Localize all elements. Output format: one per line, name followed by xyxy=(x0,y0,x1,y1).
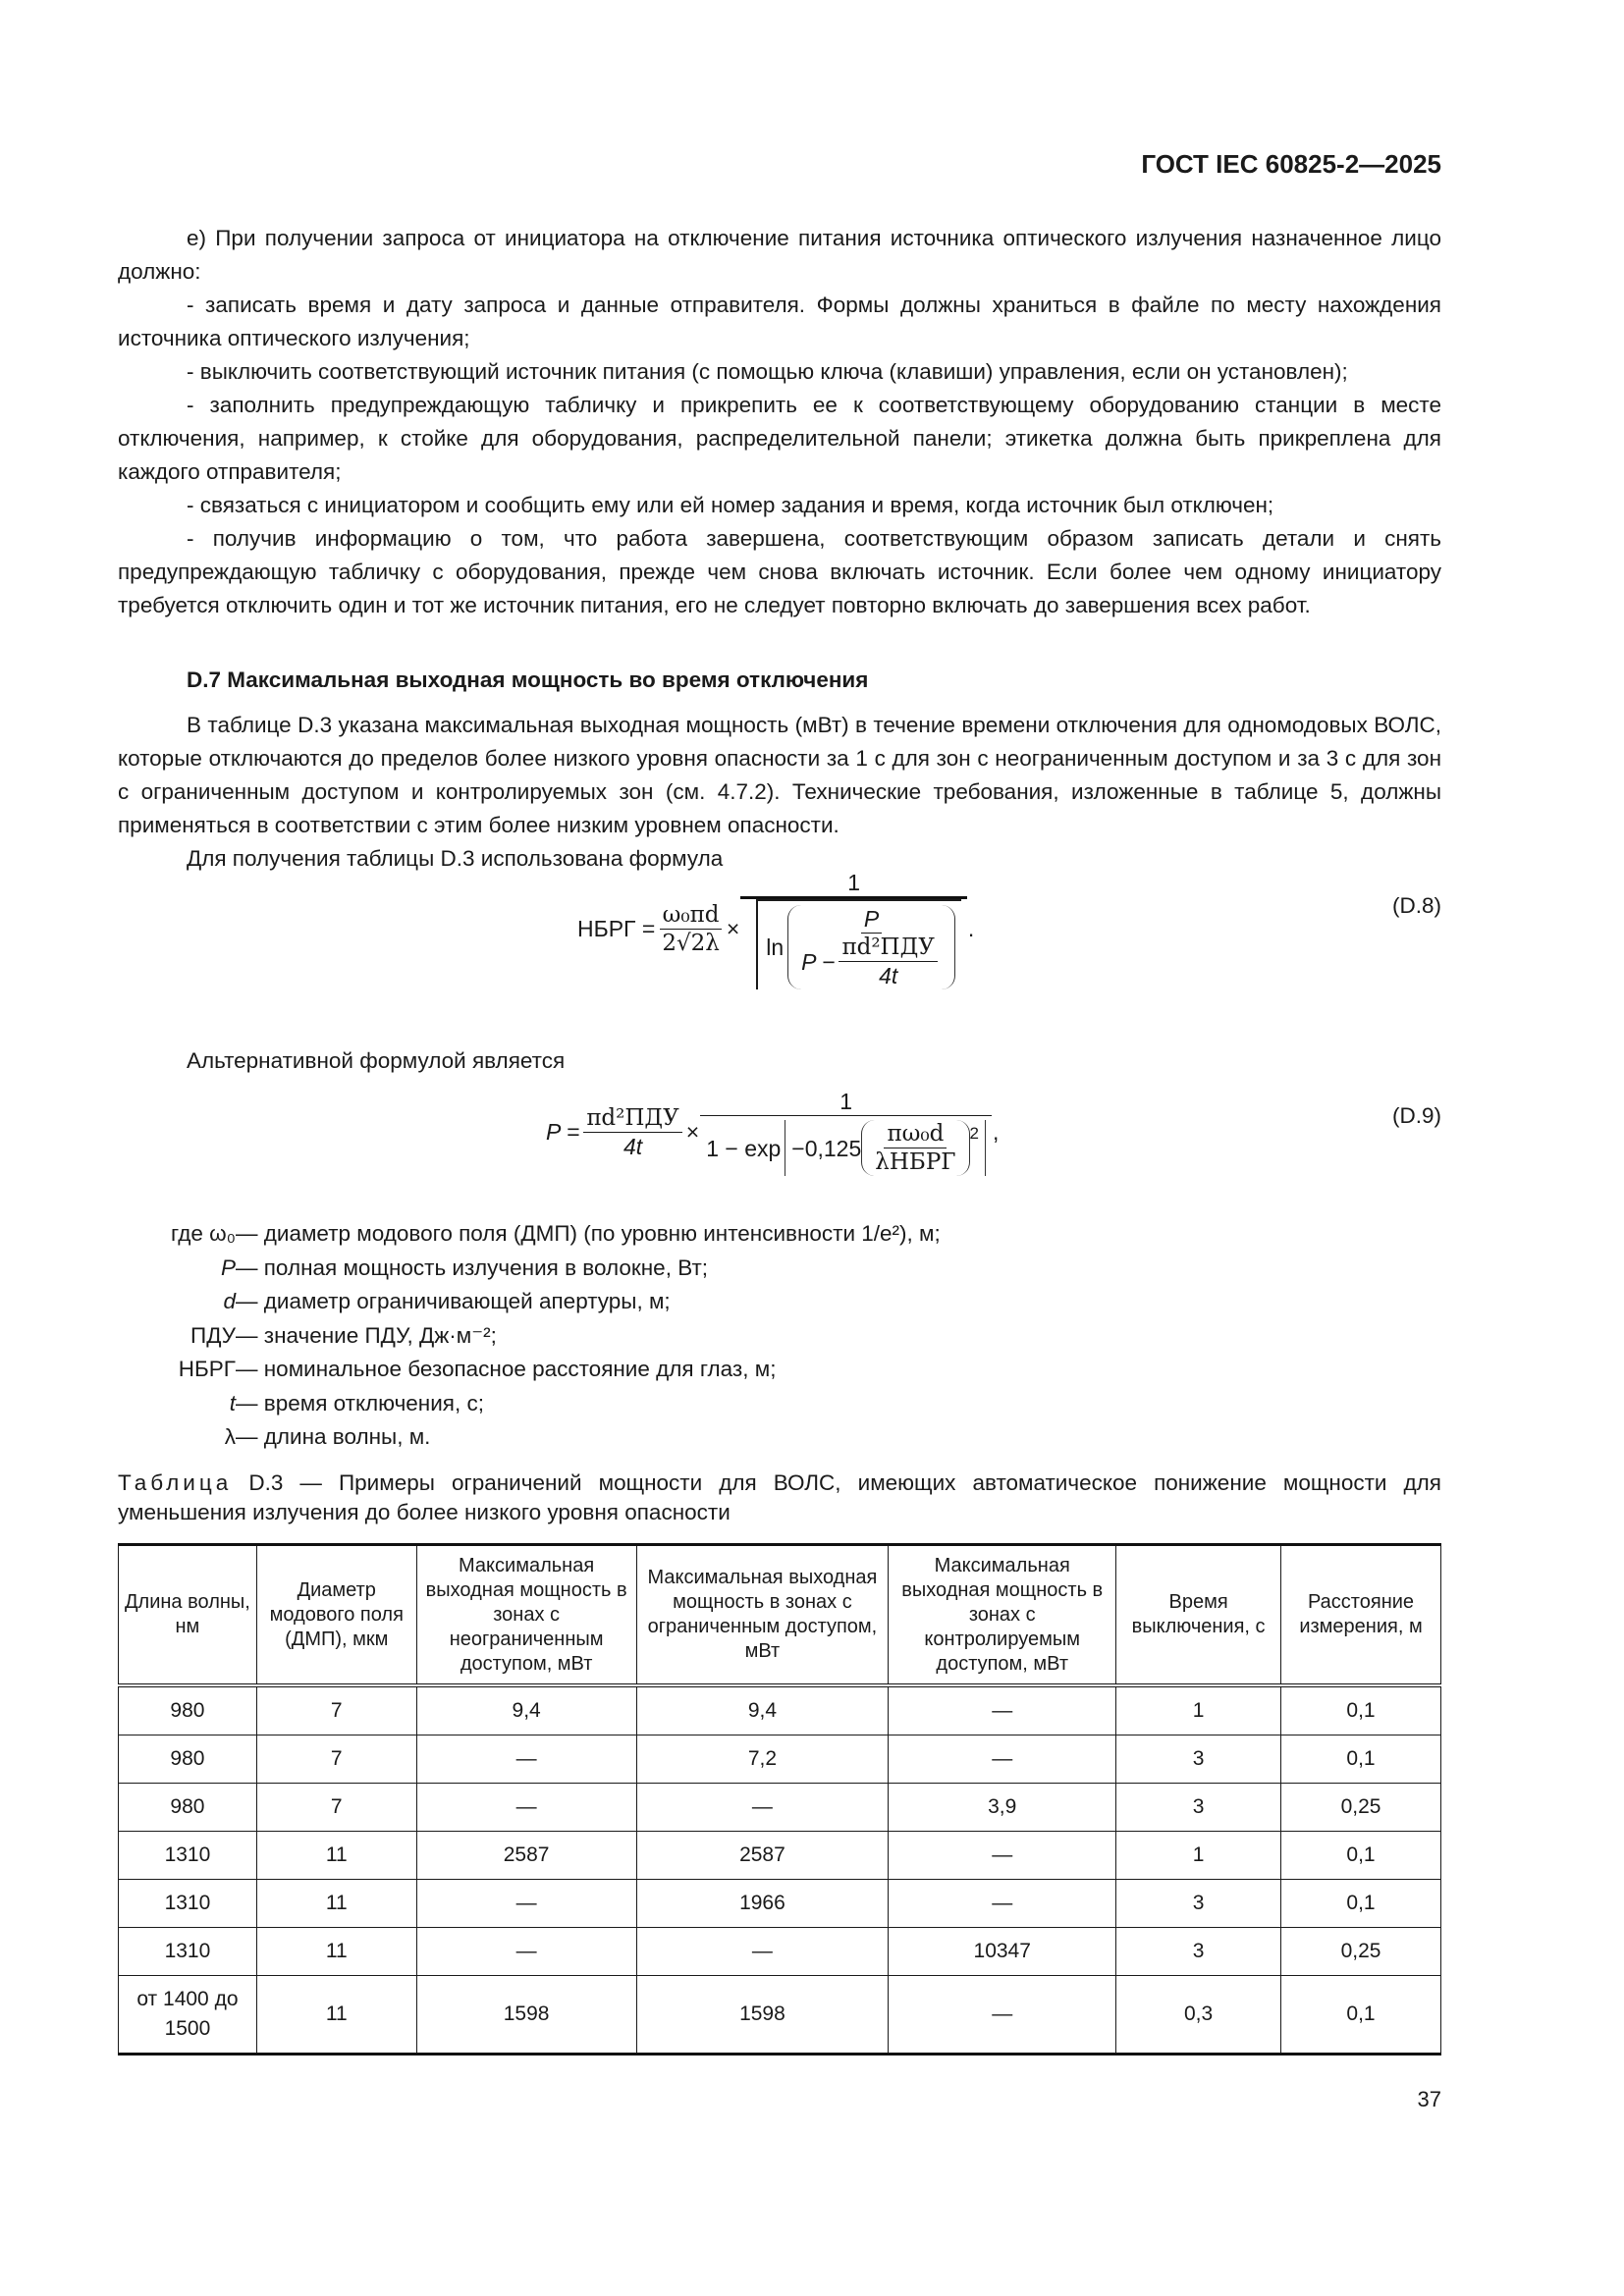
table-cell: 7 xyxy=(256,1784,416,1832)
column-header: Время выключения, с xyxy=(1116,1545,1281,1686)
column-header: Максимальная выходная мощность в зонах с ограниченным доступом, мВт xyxy=(636,1545,889,1686)
table-cell: 0,1 xyxy=(1281,1735,1441,1784)
list-item: - связаться с инициатором и сообщить ему или ей номер задания и время, когда источник был отключен; xyxy=(187,493,1274,517)
equation-number: (D.8) xyxy=(1392,893,1441,918)
table-cell: 0,25 xyxy=(1281,1784,1441,1832)
table-cell: 7 xyxy=(256,1685,416,1735)
denominator: 2√2λ xyxy=(662,931,720,956)
symbol: ПДУ xyxy=(190,1322,236,1348)
page-number: 37 xyxy=(1417,2087,1441,2111)
table-cell: 9,4 xyxy=(636,1685,889,1735)
definition: — диаметр модового поля (ДМП) (по уровню интенсивности 1/e²), м; xyxy=(236,1221,941,1246)
definition: — значение ПДУ, Дж·м⁻²; xyxy=(236,1322,497,1348)
table-cell: 11 xyxy=(256,1976,416,2055)
symbol: λ xyxy=(224,1424,236,1449)
numerator: ω₀πd xyxy=(660,901,723,930)
table-cell: 3 xyxy=(1116,1880,1281,1928)
table-cell: 1598 xyxy=(636,1976,889,2055)
table-cell: 3 xyxy=(1116,1784,1281,1832)
legend-row xyxy=(118,1353,1001,1387)
denominator: 4t xyxy=(879,963,898,988)
table-cell: — xyxy=(889,1880,1116,1928)
table-cell: 9,4 xyxy=(416,1685,636,1735)
table-cell: 1598 xyxy=(416,1976,636,2055)
table-cell: 0,1 xyxy=(1281,1880,1441,1928)
table-row xyxy=(119,1928,1441,1976)
paragraph: е) При получении запроса от инициатора на отключение питания источника оптического излучения назначенное лицо должно: xyxy=(118,226,1441,284)
section-heading: D.7 Максимальная выходная мощность во время отключения xyxy=(187,667,869,692)
numerator: πd²ПДУ xyxy=(839,934,937,962)
table-cell: от 1400 до 1500 xyxy=(119,1976,257,2055)
table-cell: 0,1 xyxy=(1281,1685,1441,1735)
table-cell: — xyxy=(416,1735,636,1784)
table-row xyxy=(119,1976,1441,2055)
legend-row xyxy=(118,1420,1001,1455)
caption-label: Таблица xyxy=(118,1470,233,1495)
table-cell: 980 xyxy=(119,1784,257,1832)
paragraph: Для получения таблицы D.3 использована формула xyxy=(187,846,724,871)
table-cell: — xyxy=(416,1784,636,1832)
table-cell: 1 xyxy=(1116,1832,1281,1880)
symbol: t xyxy=(229,1390,236,1415)
table-cell: 0,25 xyxy=(1281,1928,1441,1976)
numerator: 1 xyxy=(740,869,967,899)
power-limits-table xyxy=(118,1543,1441,2056)
formula-d8 xyxy=(577,869,974,989)
section-e xyxy=(118,222,1441,622)
table-caption xyxy=(118,1468,1441,1527)
table-cell: — xyxy=(889,1685,1116,1735)
table-cell: — xyxy=(889,1832,1116,1880)
table-cell: — xyxy=(416,1880,636,1928)
column-header: Максимальная выходная мощность в зонах с контролируемым доступом, мВт xyxy=(889,1545,1116,1686)
header-row xyxy=(119,1545,1441,1686)
column-header: Расстояние измерения, м xyxy=(1281,1545,1441,1686)
table-row xyxy=(119,1685,1441,1735)
table-cell: — xyxy=(416,1928,636,1976)
table-cell: 1 xyxy=(1116,1685,1281,1735)
comma: , xyxy=(993,1118,1000,1145)
coefficient: −0,125 xyxy=(791,1135,862,1161)
symbol: НБРГ xyxy=(178,1357,236,1381)
document-id: ГОСТ IEC 60825-2—2025 xyxy=(1141,149,1441,179)
table-cell: 1966 xyxy=(636,1880,889,1928)
table-cell: — xyxy=(889,1735,1116,1784)
table-cell: 0,3 xyxy=(1116,1976,1281,2055)
table-cell: 3,9 xyxy=(889,1784,1116,1832)
table-row xyxy=(119,1832,1441,1880)
table-cell: — xyxy=(889,1976,1116,2055)
caption-text: D.3 — Примеры ограничений мощности для ВОЛС, имеющих автоматическое понижение мощности для уменьшения излучения до более низкого уровня опасности xyxy=(118,1470,1441,1524)
table-cell: 1310 xyxy=(119,1880,257,1928)
table-cell: 2587 xyxy=(416,1832,636,1880)
table-row xyxy=(119,1735,1441,1784)
paragraph: В таблице D.3 указана максимальная выходная мощность (мВт) в течение времени отключения для одномодовых ВОЛС, которые отключаются до пределов более низкого уровня опасности за 1 с для зон с неограниченным доступом и за 3 с для зон с ограниченным доступом и контролируемых зон (см. 4.7.2). Технические требования, изложенные в таблице 5, должны применяться в соответствии с этим более низким уровнем опасности. xyxy=(118,713,1441,837)
symbol: где ω₀ xyxy=(171,1221,236,1246)
ln: ln xyxy=(766,934,785,960)
table-row xyxy=(119,1880,1441,1928)
definition: — диаметр ограничивающей апертуры, м; xyxy=(236,1289,671,1313)
numerator: πd²ПДУ xyxy=(583,1104,681,1133)
exponent: 2 xyxy=(969,1124,979,1143)
table-cell: 2587 xyxy=(636,1832,889,1880)
p-minus: P − xyxy=(801,948,836,975)
column-header: Длина волны, нм xyxy=(119,1545,257,1686)
times-sign: × xyxy=(685,1118,700,1145)
times-sign: × xyxy=(726,916,740,941)
table-cell: 3 xyxy=(1116,1735,1281,1784)
symbol-legend xyxy=(118,1217,1001,1455)
equation-number: (D.9) xyxy=(1392,1103,1441,1128)
legend-row xyxy=(118,1285,1001,1319)
formula-d9 xyxy=(546,1088,999,1176)
table-cell: 980 xyxy=(119,1685,257,1735)
formula-lhs: P = xyxy=(546,1118,580,1145)
numerator: P xyxy=(861,905,882,934)
definition: — полная мощность излучения в волокне, Вт; xyxy=(236,1255,709,1280)
table-cell: 3 xyxy=(1116,1928,1281,1976)
denominator: 4t xyxy=(623,1133,643,1159)
period: . xyxy=(967,916,975,941)
table-cell: 11 xyxy=(256,1928,416,1976)
table-cell: 7,2 xyxy=(636,1735,889,1784)
table-cell: 0,1 xyxy=(1281,1976,1441,2055)
symbol: d xyxy=(223,1289,236,1313)
legend-row xyxy=(118,1387,1001,1421)
legend-row xyxy=(118,1252,1001,1286)
table-cell: 11 xyxy=(256,1832,416,1880)
numerator: 1 xyxy=(700,1088,992,1116)
formula-lhs: НБРГ = xyxy=(577,916,656,941)
table-cell: — xyxy=(636,1784,889,1832)
column-header: Диаметр модового поля (ДМП), мкм xyxy=(256,1545,416,1686)
column-header: Максимальная выходная мощность в зонах с неограниченным доступом, мВт xyxy=(416,1545,636,1686)
legend-row xyxy=(118,1217,1001,1252)
legend-row xyxy=(118,1319,1001,1354)
definition: — длина волны, м. xyxy=(236,1424,431,1449)
table-cell: 1310 xyxy=(119,1928,257,1976)
table-cell: 7 xyxy=(256,1735,416,1784)
table-cell: 980 xyxy=(119,1735,257,1784)
list-item: - заполнить предупреждающую табличку и прикрепить ее к соответствующему оборудованию станции в месте отключения, например, к стойке для оборудования, распределительной панели; этикетка должна быть прикреплена для каждого отправителя; xyxy=(118,393,1441,484)
table-cell: 10347 xyxy=(889,1928,1116,1976)
paragraph: Альтернативной формулой является xyxy=(187,1048,566,1073)
definition: — номинальное безопасное расстояние для глаз, м; xyxy=(236,1357,777,1381)
list-item: - выключить соответствующий источник питания (с помощью ключа (клавиши) управления, если он установлен); xyxy=(187,359,1348,384)
list-item: - получив информацию о том, что работа завершена, соответствующим образом записать детали и снять предупреждающую табличку с оборудования, прежде чем снова включать источник. Если более чем одному инициатору требуется отключить один и тот же источник питания, его не следует повторно включать до завершения всех работ. xyxy=(118,526,1441,617)
table-row xyxy=(119,1784,1441,1832)
exp: 1 − exp xyxy=(706,1135,782,1161)
symbol: P xyxy=(220,1255,236,1280)
list-item: - записать время и дату запроса и данные отправителя. Формы должны храниться в файле по месту нахождения источника оптического излучения; xyxy=(118,293,1441,350)
denominator: λНБРГ xyxy=(875,1149,956,1175)
table-cell: 11 xyxy=(256,1880,416,1928)
table-cell: — xyxy=(636,1928,889,1976)
numerator: πω₀d xyxy=(884,1120,947,1148)
definition: — время отключения, с; xyxy=(236,1390,484,1415)
table-cell: 0,1 xyxy=(1281,1832,1441,1880)
table-cell: 1310 xyxy=(119,1832,257,1880)
